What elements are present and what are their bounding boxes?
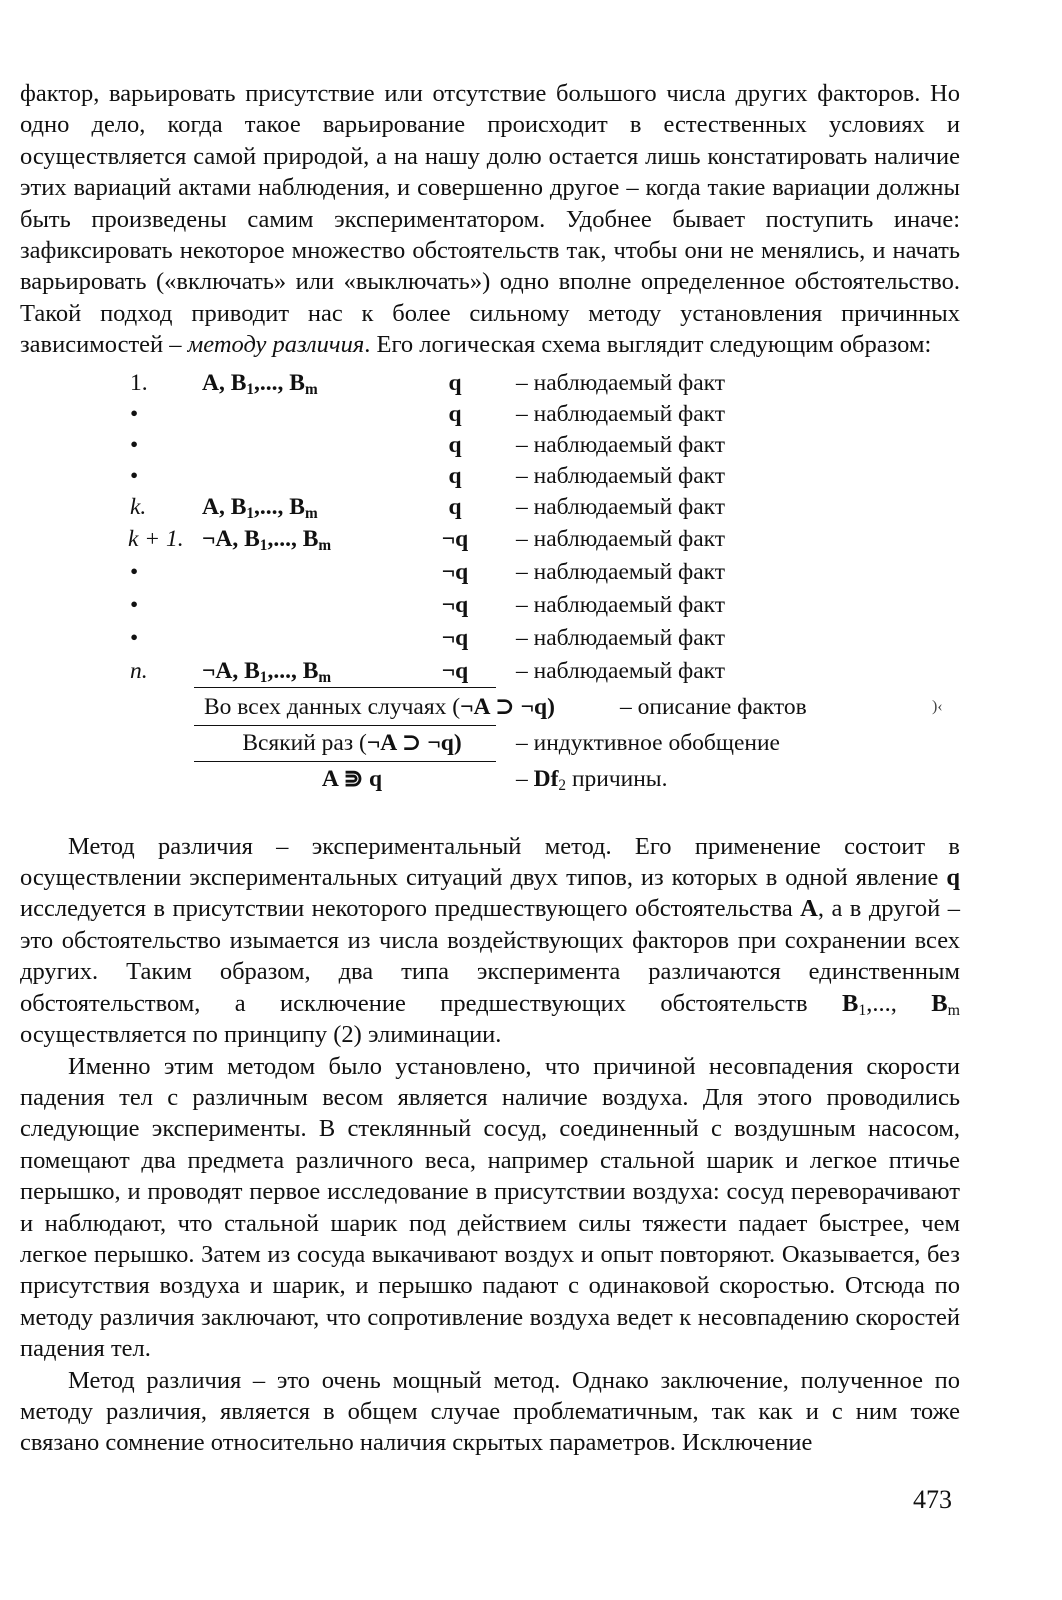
row-note: – наблюдаемый факт — [516, 558, 726, 585]
row-consequence: ¬q — [441, 525, 469, 552]
row-number: • — [130, 400, 139, 427]
conclusion-separator-line-1 — [194, 725, 496, 726]
schema-row — [20, 460, 960, 492]
paragraph-4: Метод различия – это очень мощный метод. Однако заключение, полученное по методу различия, является в общем случае проблематичным, так как и с ним тоже связано сомнение относительно наличия скрытых параметров. Исключение — [20, 1366, 960, 1457]
row-consequence: ¬q — [441, 657, 469, 684]
conclusion-row-cause — [20, 763, 960, 795]
conclusion-separator-line-2 — [194, 761, 496, 762]
row-consequence: ¬q — [441, 558, 469, 585]
row-consequence: q — [448, 431, 462, 458]
conclusion-row-generalization — [20, 727, 960, 759]
paragraph-1-text: фактор, варьировать присутствие или отсутствие большого числа других факторов. Но одно дело, когда такое варьирование происходит в естественных условиях и осуществляется самой природой, а на нашу долю остается лишь констатировать наличие этих вариаций актами наблюдения, и совершенно другое – когда такие вариации должны быть произведены самим экспериментатором. Удобнее бывает поступить иначе: зафиксировать некоторое множество обстоятельств так, чтобы они не менялись, и начать варьировать («включать» или «выключать») одно вполне определенное обстоятельство. Такой подход приводит нас к более сильному методу установления причинных зависимостей – — [20, 80, 960, 359]
schema-row — [20, 491, 960, 523]
conclusion-facts-note: – описание фактов — [620, 693, 807, 720]
conclusion-facts: Во всех данных случаях (¬A ⊃ ¬q) — [204, 693, 555, 720]
row-number: • — [130, 624, 139, 651]
paragraph-2: Метод различия – экспериментальный метод. Его применение состоит в осуществлении экспериментальных ситуаций двух типов, из которых в одной явление q исследуется в присутствии некоторого предшествующего обстоятельства A, а в другой – это обстоятельство изымается из числа воздействующих факторов при сохранении всех других. Таким образом, два типа эксперимента различаются единственным обстоятельством, а исключение предшествующих обстоятельств $B_1$,..., $B_m$ осуществляется по принципу (2) элиминации. — [20, 832, 960, 1049]
conclusion-generalization-note: – индуктивное обобщение — [516, 729, 780, 756]
margin-mark: )‹ — [932, 697, 943, 715]
row-number: k + 1. — [128, 525, 184, 552]
row-consequence: ¬q — [441, 624, 469, 651]
conclusion-row-facts — [20, 691, 960, 723]
row-note: – наблюдаемый факт — [516, 657, 726, 684]
row-number: • — [130, 462, 139, 489]
row-number: n. — [130, 657, 148, 684]
row-note: – наблюдаемый факт — [516, 369, 726, 396]
row-note: – наблюдаемый факт — [516, 493, 726, 520]
row-premise: A, $B_1$,..., $B_m$ — [202, 369, 318, 398]
conclusion-cause-note: – $Df_2$ причины. — [516, 765, 668, 794]
schema-row — [20, 556, 960, 588]
schema-row — [20, 523, 960, 555]
row-note: – наблюдаемый факт — [516, 431, 726, 458]
row-consequence: q — [448, 493, 462, 520]
row-consequence: q — [448, 400, 462, 427]
row-premise: ¬A, $B_1$,..., $B_m$ — [202, 525, 332, 554]
logic-schema — [20, 363, 960, 823]
schema-row — [20, 429, 960, 461]
row-consequence: q — [448, 369, 462, 396]
schema-row — [20, 367, 960, 399]
row-consequence: ¬q — [441, 591, 469, 618]
schema-row — [20, 589, 960, 621]
paragraph-1-text-end: . Его логическая схема выглядит следующим образом: — [364, 331, 932, 359]
row-premise: A, $B_1$,..., $B_m$ — [202, 493, 318, 522]
row-note: – наблюдаемый факт — [516, 462, 726, 489]
row-note: – наблюдаемый факт — [516, 624, 726, 651]
row-number: 1. — [130, 369, 148, 396]
row-number: k. — [130, 493, 147, 520]
row-number: • — [130, 558, 139, 585]
page-number: 473 — [913, 1485, 952, 1514]
row-note: – наблюдаемый факт — [516, 400, 726, 427]
row-note: – наблюдаемый факт — [516, 591, 726, 618]
conclusion-generalization: Всякий раз (¬A ⊃ ¬q) — [242, 729, 462, 756]
schema-row — [20, 622, 960, 654]
row-note: – наблюдаемый факт — [516, 525, 726, 552]
page-content — [20, 78, 960, 1459]
row-number: • — [130, 431, 139, 458]
row-premise: ¬A, $B_1$,..., $B_m$ — [202, 657, 332, 686]
row-number: • — [130, 591, 139, 618]
row-consequence: q — [448, 462, 462, 489]
schema-row — [20, 655, 960, 687]
method-term: методу различия — [187, 331, 365, 359]
schema-row — [20, 398, 960, 430]
paragraph-1 — [20, 78, 960, 361]
paragraph-3: Именно этим методом было установлено, что причиной несовпадения скорости падения тел с различным весом является наличие воздуха. Для этого проводились следующие эксперименты. В стеклянный сосуд, соединенный с воздушным насосом, помещают два предмета различного веса, например стальной шарик и легкое птичье перышко, и проводят первое исследование в присутствии воздуха: сосуд переворачивают и наблюдают, что стальной шарик под действием силы тяжести падает быстрее, чем легкое перышко. Затем из сосуда выкачивают воздух и опыт повторяют. Оказывается, без присутствия воздуха и шарик, и перышко падают с одинаковой скоростью. Отсюда по методу различия заключают, что сопротивление воздуха ведет к несовпадению скоростей падения тел. — [20, 1052, 960, 1363]
conclusion-cause: A ⋑ q — [321, 765, 383, 792]
premise-separator-line — [194, 687, 496, 688]
